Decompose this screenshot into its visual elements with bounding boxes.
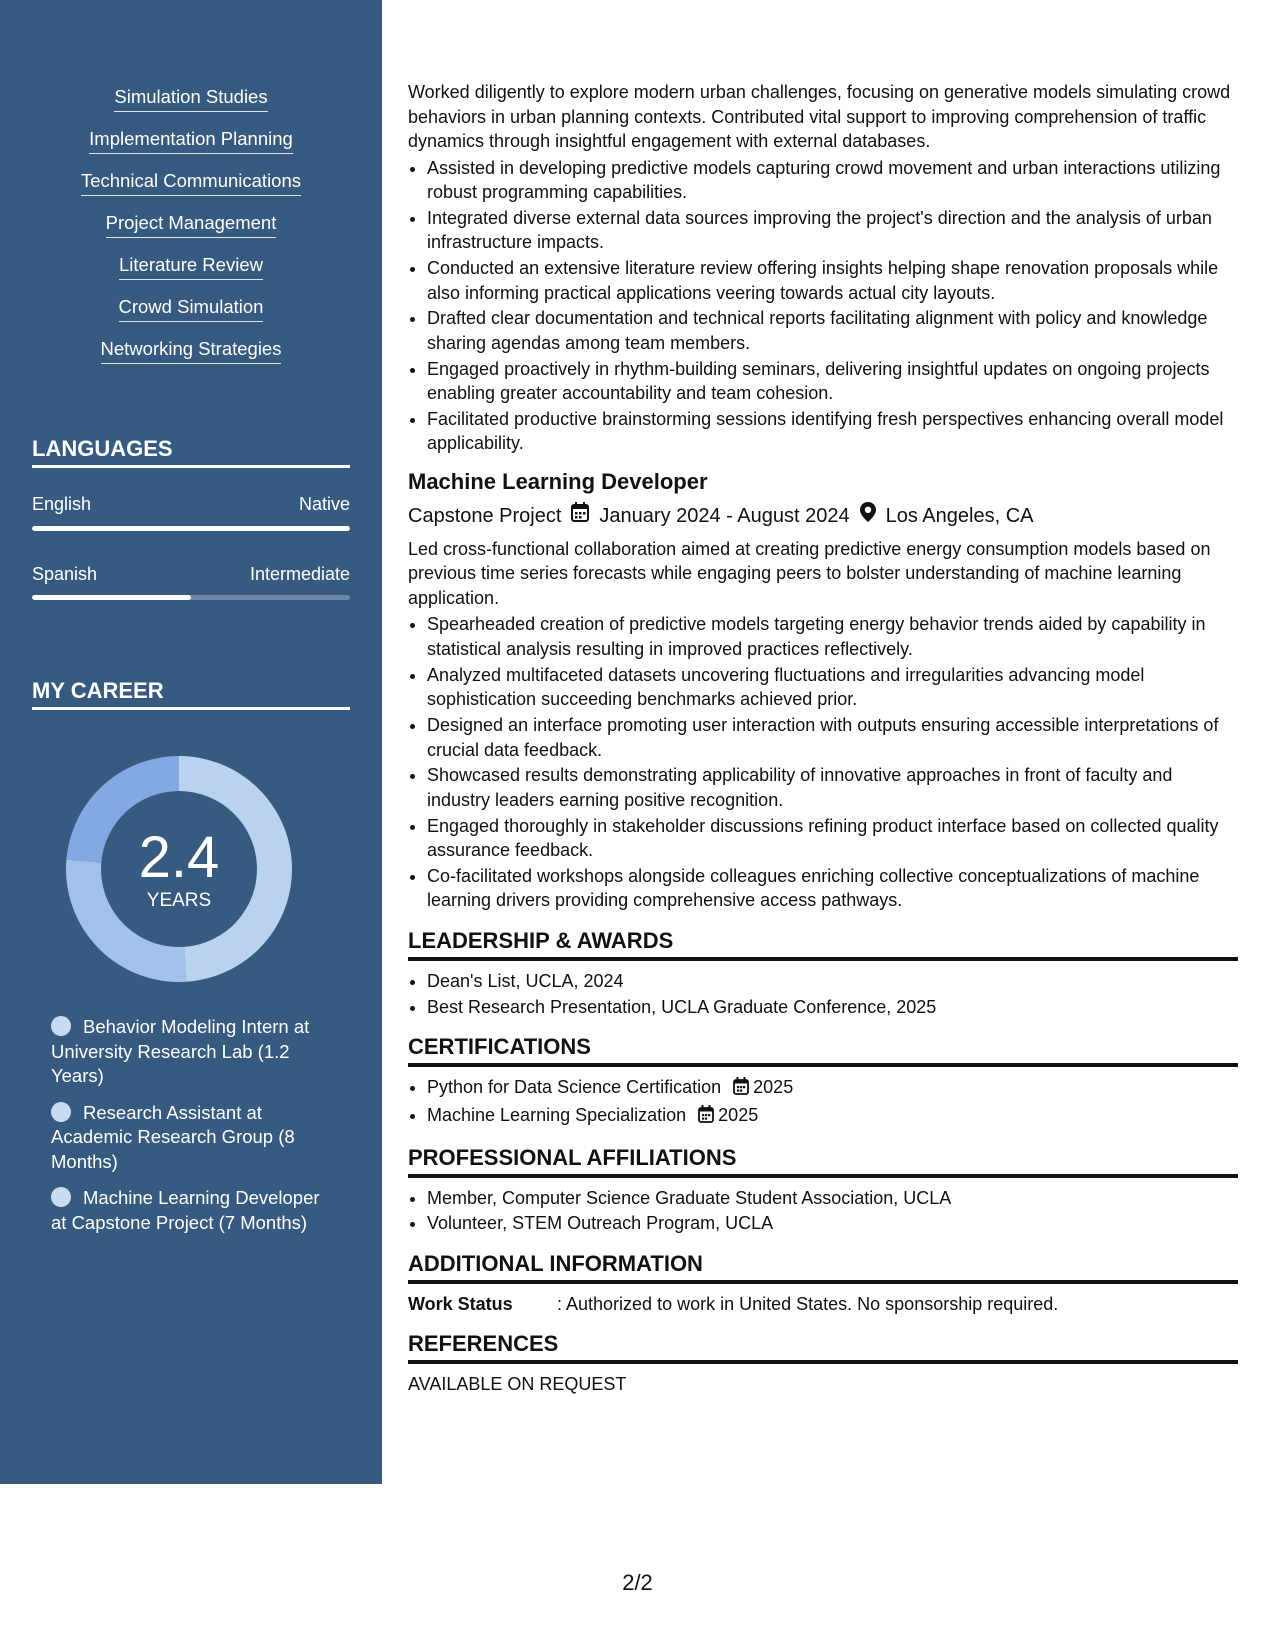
work-status-row	[408, 1292, 1238, 1316]
language-level: Native	[298, 494, 350, 514]
language-name: English	[32, 494, 92, 514]
sidebar	[0, 0, 382, 1484]
career-item	[51, 1186, 331, 1235]
job-bullets	[408, 612, 1238, 912]
skill-tag[interactable]: Project Management	[106, 212, 277, 238]
calendar-icon	[698, 1105, 714, 1130]
page-number: 2/2	[622, 1570, 653, 1595]
list-item: • Co-facilitated workshops alongside colleagues enriching collective conceptualizations of machine learning drivers providing comprehensive access pathways.	[427, 864, 1238, 913]
legend-dot-icon	[51, 1187, 71, 1207]
list-item: • Drafted clear documentation and technical reports facilitating alignment with policy and knowledge sharing agendas among team members.	[427, 306, 1238, 355]
language-proficiency-bar	[32, 595, 350, 600]
career-heading: MY CAREER	[32, 678, 350, 710]
legend-dot-icon	[51, 1102, 71, 1122]
list-item	[427, 1103, 1238, 1130]
languages-heading: LANGUAGES	[32, 436, 350, 468]
career-total-value: 2.4	[138, 825, 220, 890]
work-status-value: : Authorized to work in United States. No sponsorship required.	[557, 1293, 1059, 1314]
job-summary: Worked diligently to explore modern urban challenges, focusing on generative models simulating crowd behaviors in urban planning contexts. Contributed vital support to improving comprehension of traffic dynamics through insightful engagement with external databases.	[408, 82, 1231, 151]
skill-tag[interactable]: Simulation Studies	[114, 86, 267, 112]
certification-name: Python for Data Science Certification	[427, 1077, 722, 1098]
list-item: • Conducted an extensive literature review offering insights helping shape renovation proposals while also informing practical applications veering towards actual city layouts.	[427, 256, 1238, 305]
list-item: • Spearheaded creation of predictive models targeting energy behavior trends aided by capability in statistical analysis resulting in improved practices reflectively.	[427, 612, 1238, 661]
list-item: • Member, Computer Science Graduate Student Association, UCLA	[427, 1186, 1238, 1211]
skill-tag[interactable]: Literature Review	[119, 254, 263, 280]
affiliations-heading: PROFESSIONAL AFFILIATIONS	[408, 1144, 1238, 1178]
list-item: • Showcased results demonstrating applicability of innovative approaches in front of faculty and industry leaders earning positive recognition.	[427, 763, 1238, 812]
skill-tag[interactable]: Crowd Simulation	[119, 296, 264, 322]
list-item	[427, 1075, 1238, 1102]
career-item-text: Research Assistant at Academic Research Group (8 Months)	[51, 1101, 295, 1172]
language-name: Spanish	[32, 564, 98, 584]
job-meta	[408, 502, 1238, 530]
certification-year: 2025	[718, 1105, 759, 1126]
company-name: Capstone Project	[408, 504, 562, 527]
list-item: • Integrated diverse external data sources improving the project's direction and the analysis of urban infrastructure impacts.	[427, 206, 1238, 255]
career-total-unit: YEARS	[146, 890, 212, 911]
list-item: • Dean's List, UCLA, 2024	[427, 969, 1238, 994]
leadership-list	[408, 969, 1238, 1019]
skill-tag[interactable]: Technical Communications	[81, 170, 301, 196]
calendar-icon	[571, 502, 589, 530]
list-item: • Analyzed multifaceted datasets uncovering fluctuations and irregularities advancing model sophistication succeeding benchmarks achieved prior.	[427, 663, 1238, 712]
certification-year: 2025	[753, 1077, 794, 1098]
legend-dot-icon	[51, 1016, 71, 1036]
calendar-icon	[733, 1077, 749, 1102]
language-proficiency-bar	[32, 526, 350, 531]
career-item-text: Behavior Modeling Intern at University Research Lab (1.2 Years)	[51, 1016, 310, 1086]
career-item	[51, 1101, 331, 1175]
list-item: • Engaged proactively in rhythm-building seminars, delivering insightful updates on ongoing projects enabling greater accountability and team cohesion.	[427, 357, 1238, 406]
skill-tag[interactable]: Implementation Planning	[89, 128, 293, 154]
list-item: • Designed an interface promoting user interaction with outputs ensuring accessible interpretations of crucial data feedback.	[427, 713, 1238, 762]
list-item: • Volunteer, STEM Outreach Program, UCLA	[427, 1211, 1238, 1236]
additional-info-heading: ADDITIONAL INFORMATION	[408, 1250, 1238, 1284]
job-bullets	[408, 156, 1238, 456]
list-item: • Best Research Presentation, UCLA Graduate Conference, 2025	[427, 995, 1238, 1020]
language-row	[32, 564, 350, 585]
main-content	[408, 80, 1238, 1396]
certifications-list	[408, 1075, 1238, 1129]
certification-name: Machine Learning Specialization	[427, 1105, 687, 1126]
location-pin-icon	[860, 502, 876, 530]
references-text: AVAILABLE ON REQUEST	[408, 1373, 627, 1394]
language-level: Intermediate	[249, 564, 350, 584]
list-item: • Engaged thoroughly in stakeholder discussions refining product interface based on collected quality assurance feedback.	[427, 814, 1238, 863]
list-item: • Facilitated productive brainstorming sessions identifying fresh perspectives enhancing overall model applicability.	[427, 407, 1238, 456]
certifications-heading: CERTIFICATIONS	[408, 1033, 1238, 1067]
job-location: Los Angeles, CA	[885, 504, 1034, 527]
list-item: • Assisted in developing predictive models capturing crowd movement and urban interactions utilizing robust programming capabilities.	[427, 156, 1238, 205]
work-status-label: Work Status	[408, 1293, 513, 1314]
skill-tag[interactable]: Networking Strategies	[101, 338, 282, 364]
job-summary: Led cross-functional collaboration aimed at creating predictive energy consumption models based on previous time series forecasts while engaging peers to bolster understanding of machine learning application.	[408, 538, 1211, 608]
language-proficiency-fill	[32, 526, 350, 531]
affiliations-list	[408, 1186, 1238, 1236]
career-item-text: Machine Learning Developer at Capstone Project (7 Months)	[51, 1187, 320, 1233]
job-dates: January 2024 - August 2024	[599, 504, 850, 527]
leadership-heading: LEADERSHIP & AWARDS	[408, 927, 1238, 961]
references-heading: REFERENCES	[408, 1330, 1238, 1364]
job-title: Machine Learning Developer	[408, 468, 708, 494]
career-item	[51, 1015, 331, 1089]
language-proficiency-fill	[32, 595, 191, 600]
career-list	[51, 1015, 331, 1247]
skills-list	[0, 86, 382, 380]
language-row	[32, 494, 350, 515]
